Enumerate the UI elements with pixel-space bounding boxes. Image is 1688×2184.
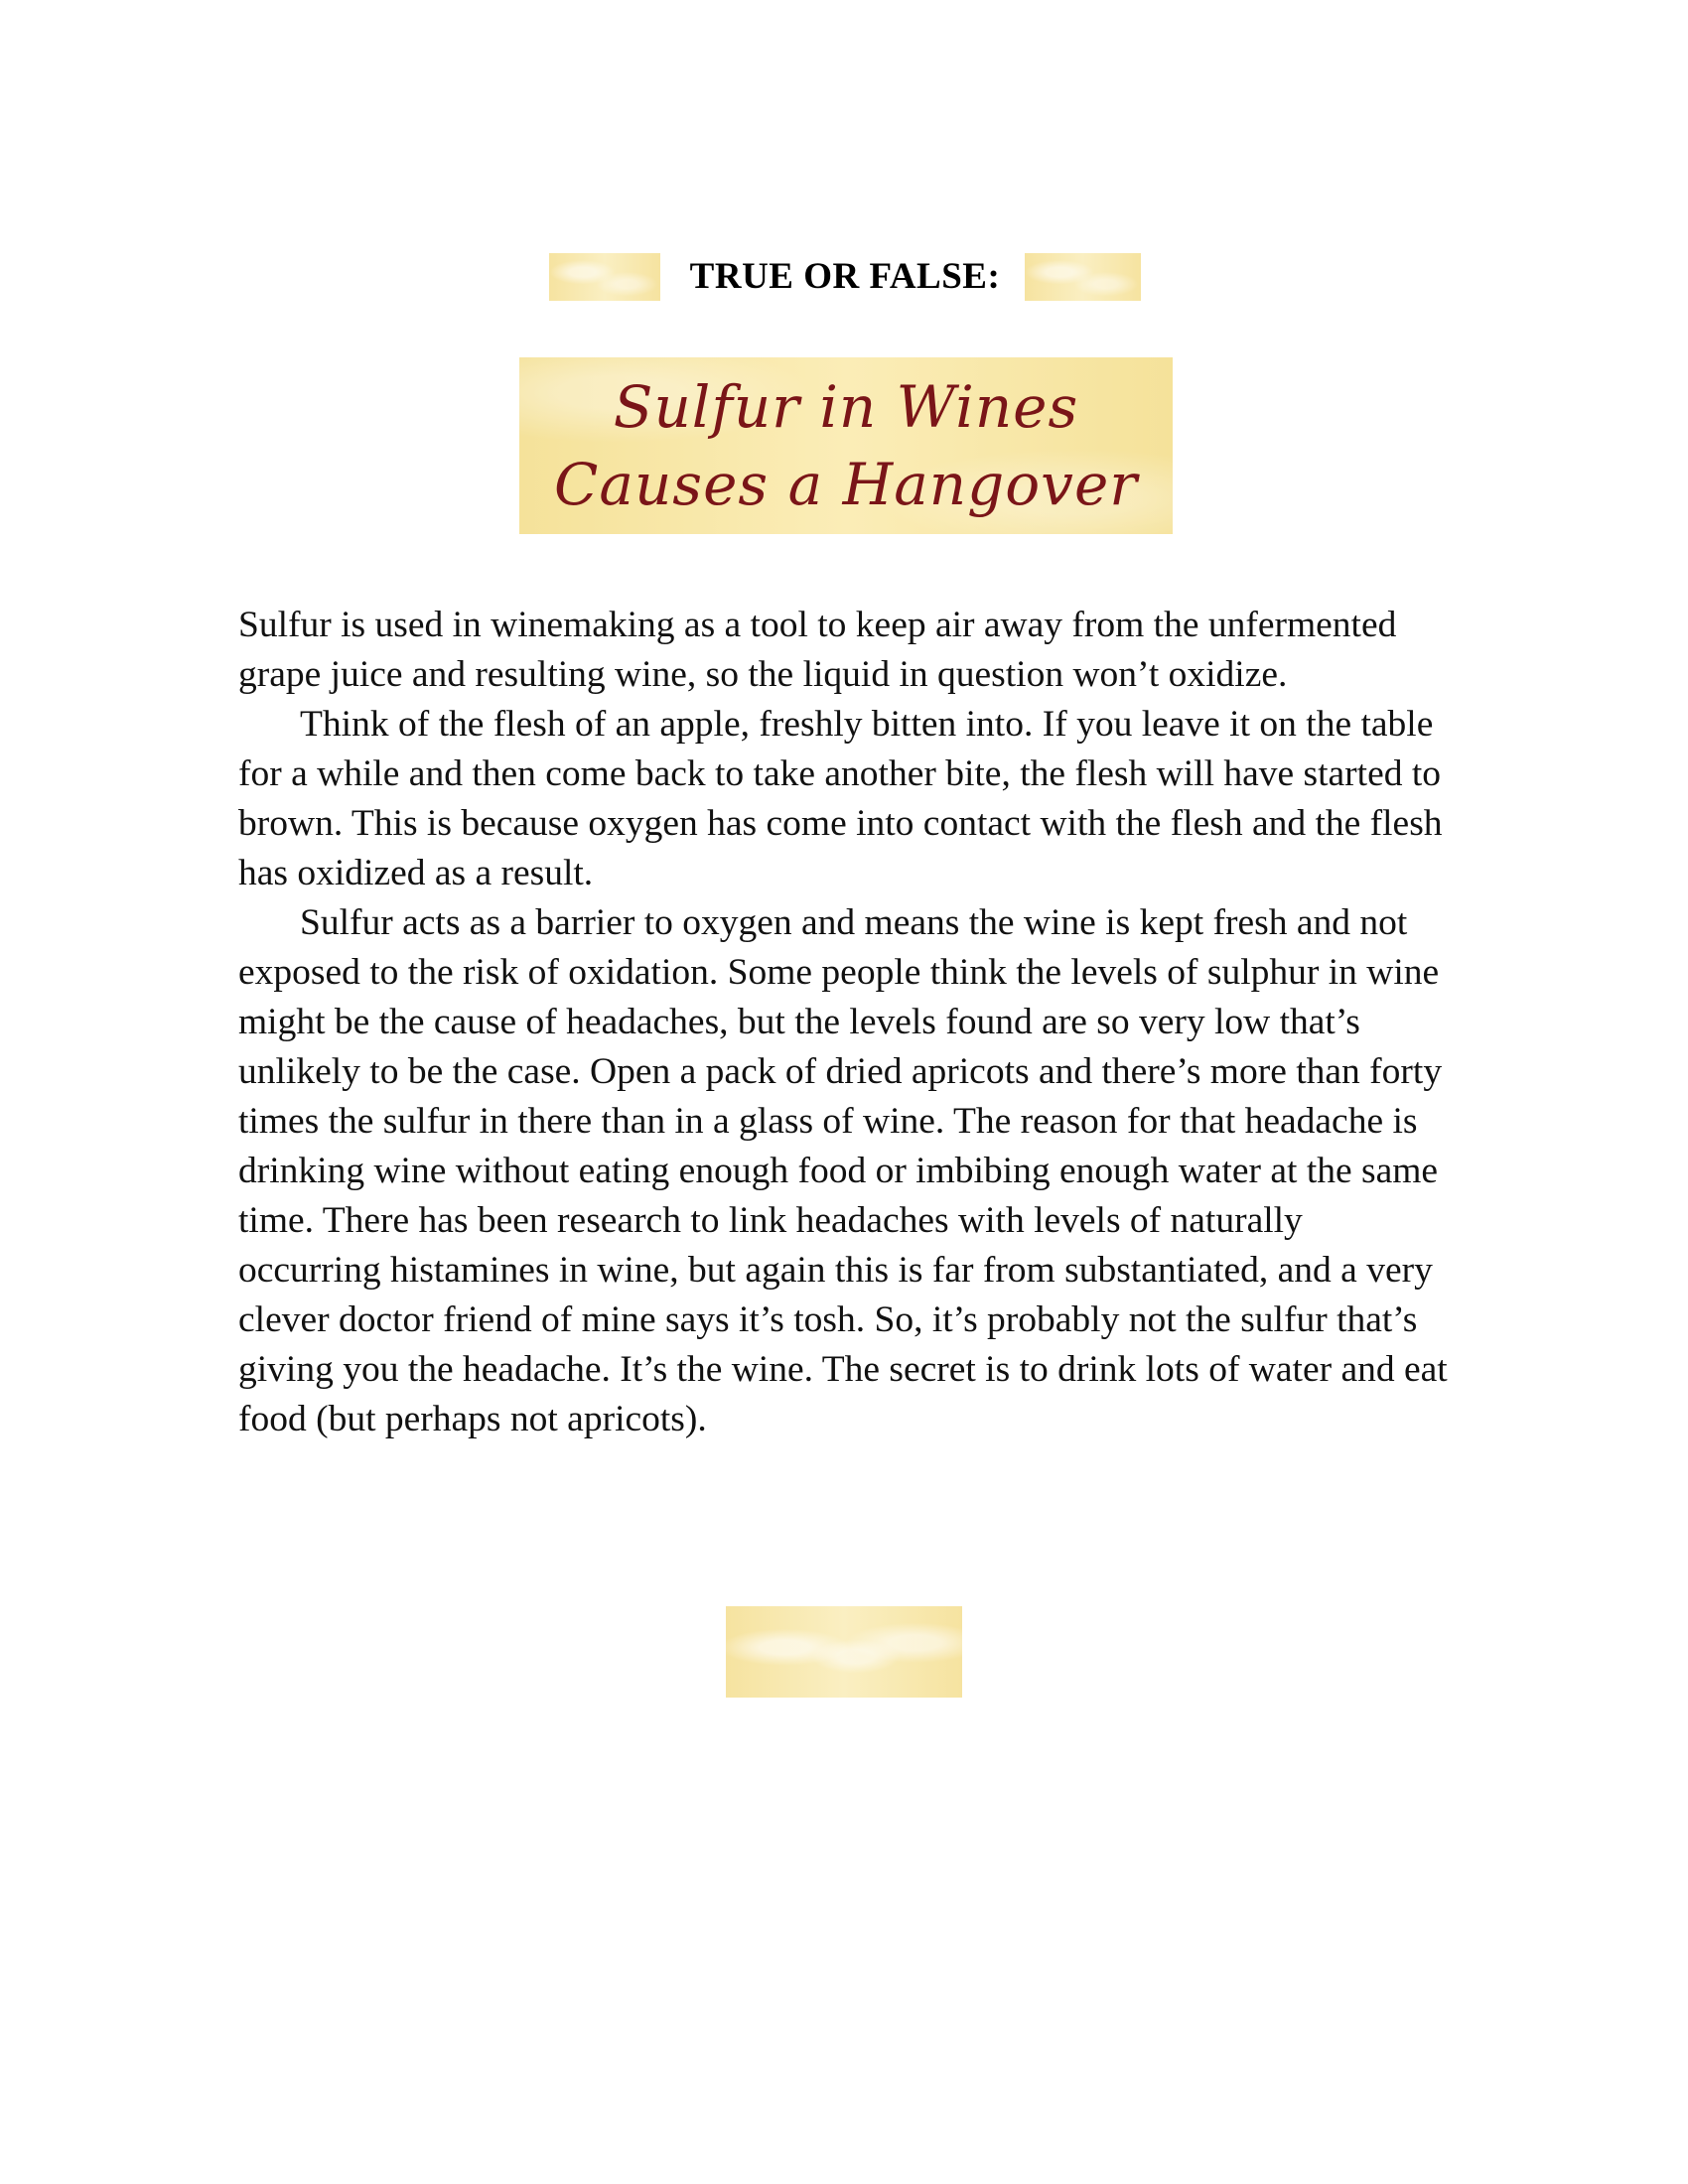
myth-title-line-2: Causes a Hangover (554, 451, 1138, 518)
paragraph: Sulfur is used in winemaking as a tool to keep air away from the unfermented grape juice and resulting wine, so the liquid in question won’t oxidize. (238, 605, 1397, 695)
right-ornament (1025, 253, 1141, 301)
paragraph: Think of the flesh of an apple, freshly bitten into. If you leave it on the table for a while and then come back to take another bite, the flesh will have started to brown. This is because oxygen has come into contact with the flesh and the flesh has oxidized as a result. (238, 704, 1443, 893)
myth-title-line-1: Sulfur in Wines (613, 373, 1079, 441)
section-heading (549, 253, 1141, 301)
myth-title-box (519, 357, 1173, 534)
body-text (238, 601, 1450, 1444)
heading-label: TRUE OR FALSE: (689, 256, 1001, 297)
bottom-ornament (726, 1606, 962, 1698)
paragraph: Sulfur acts as a barrier to oxygen and means the wine is kept fresh and not exposed to the risk of oxidation. Some people think the levels of sulphur in wine might be the cause of headaches, but the levels found are so very low that’s unlikely to be the case. Open a pack of dried apricots and there’s more than forty times the sulfur in there than in a glass of wine. The reason for that headache is drinking wine without eating enough food or imbibing enough water at the same time. There has been research to link headaches with levels of naturally occurring histamines in wine, but again this is far from substantiated, and a very clever doctor friend of mine says it’s tosh. So, it’s probably not the sulfur that’s giving you the headache. It’s the wine. The secret is to drink lots of water and eat food (but perhaps not apricots). (238, 902, 1448, 1439)
